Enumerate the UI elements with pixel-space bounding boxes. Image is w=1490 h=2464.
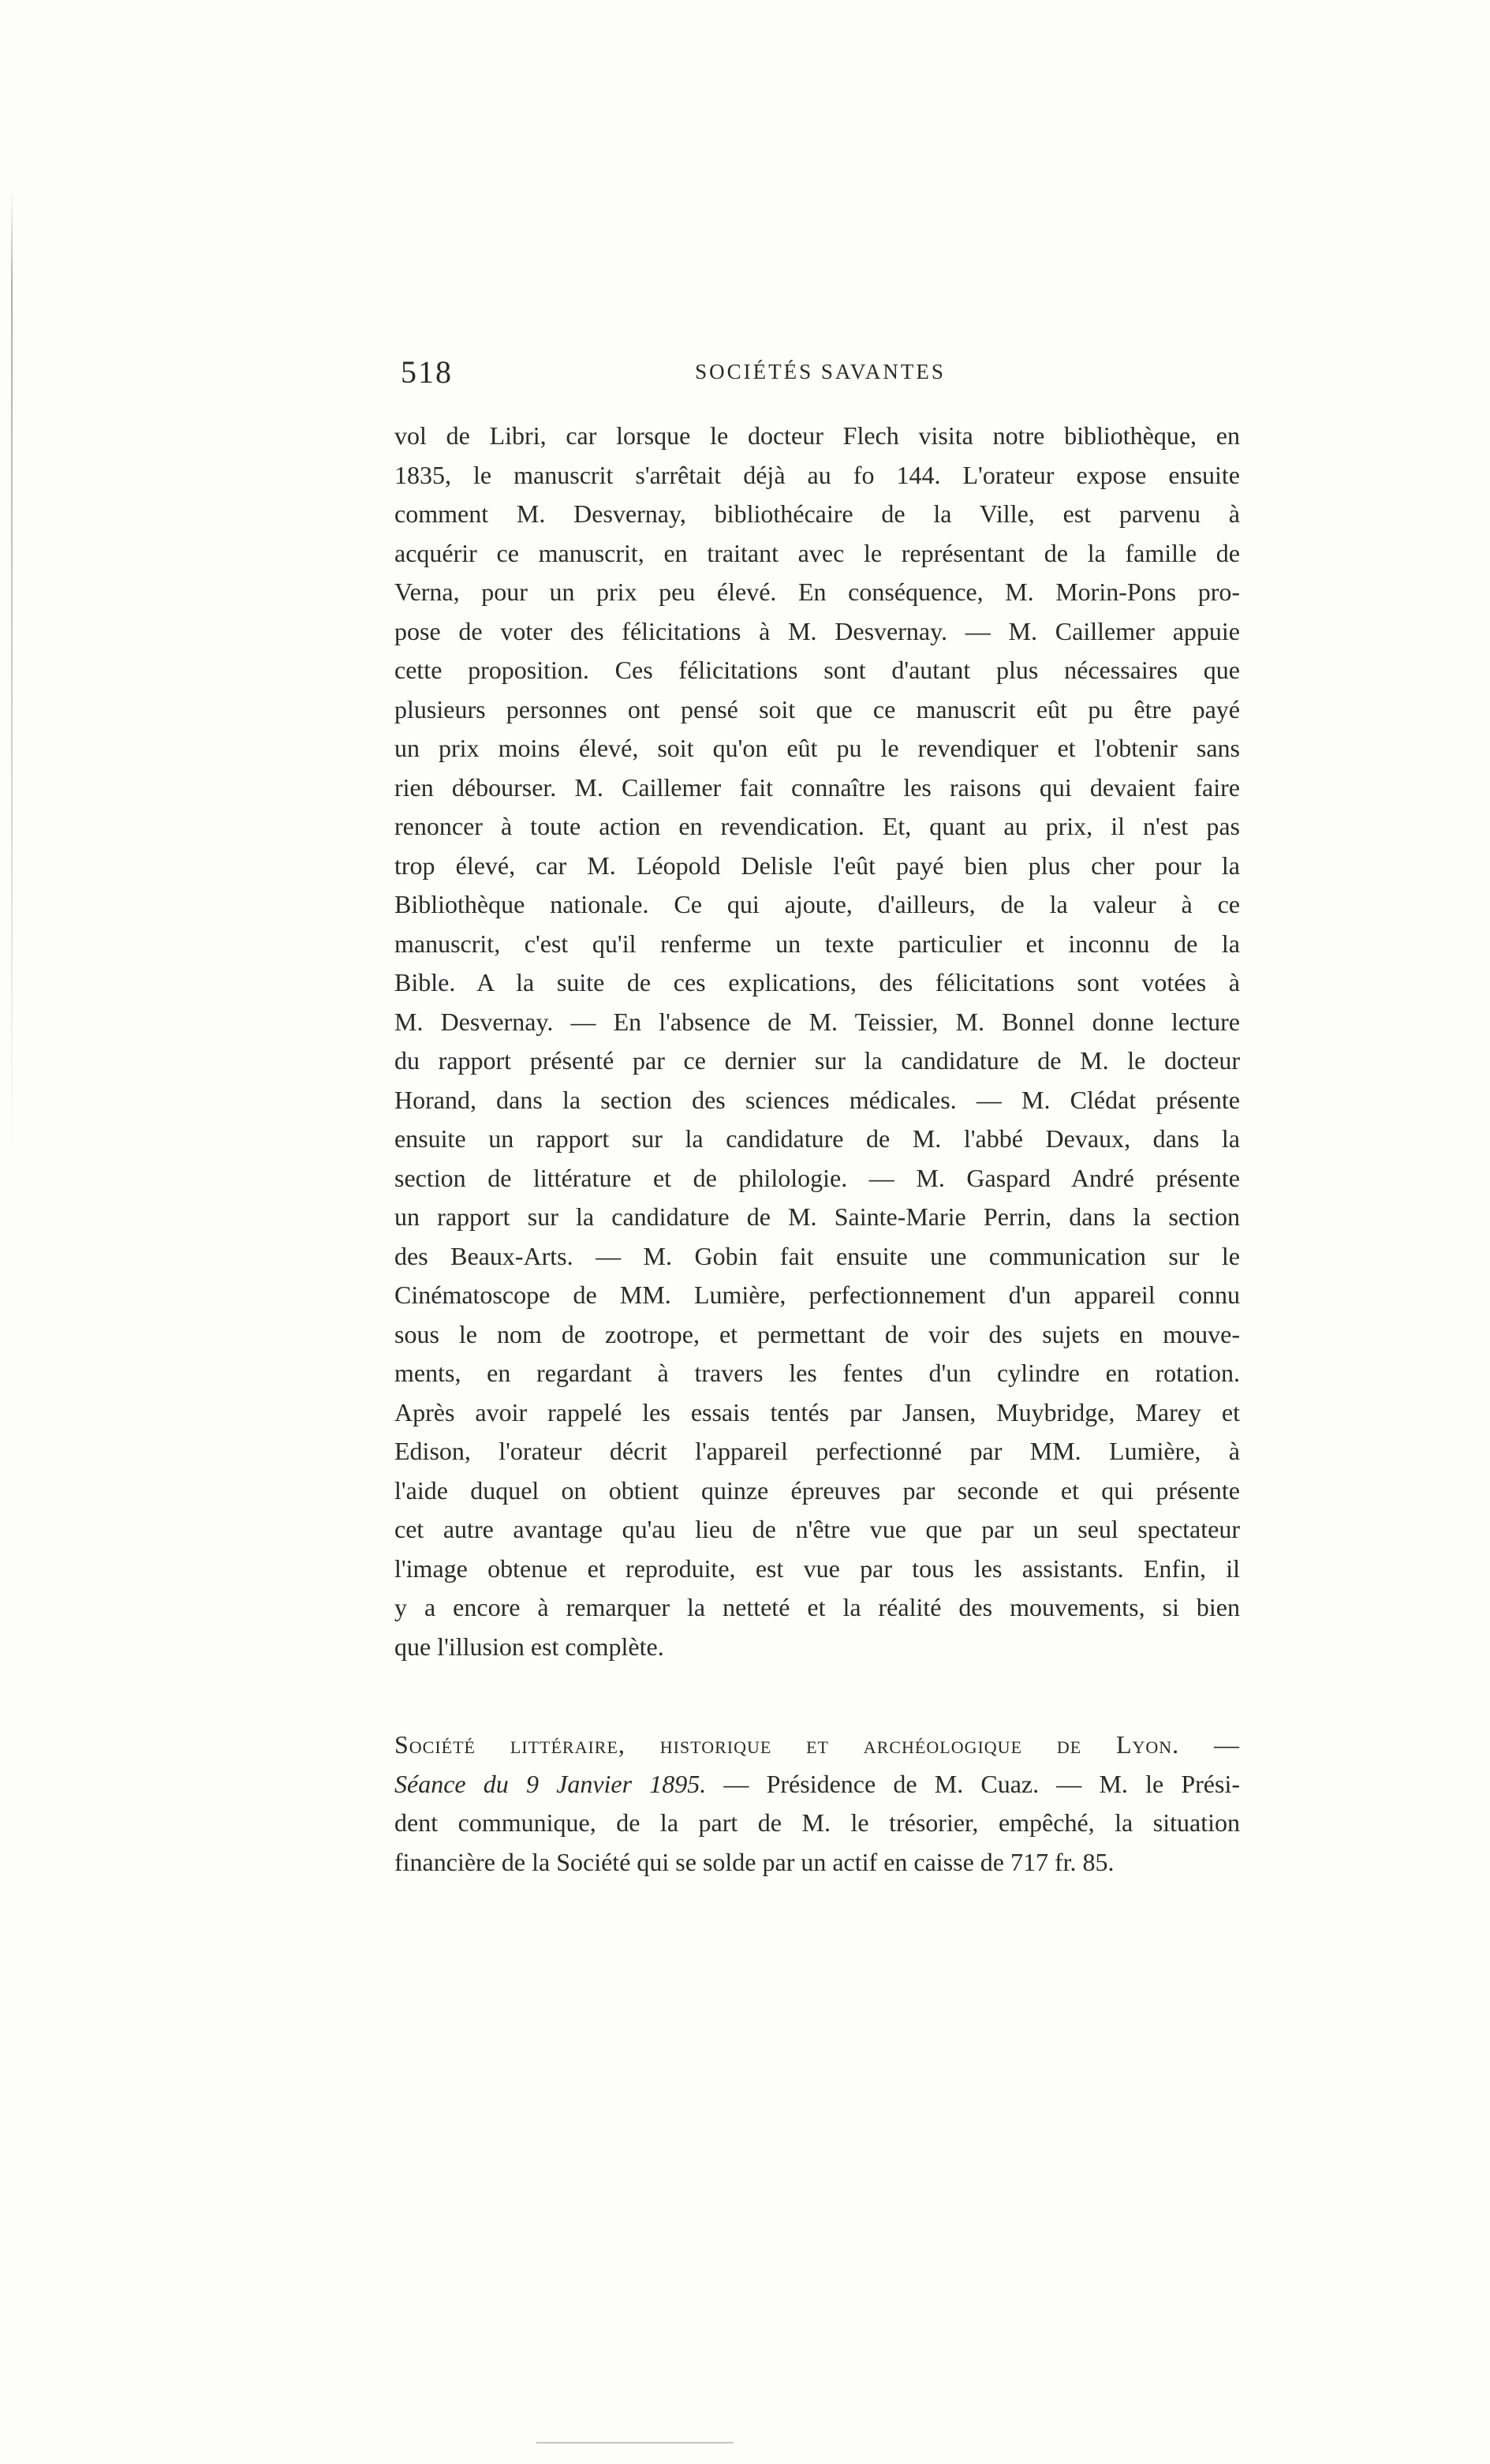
- text-line: vol de Libri, car lorsque le docteur Flech visita notre bibliothèque, en: [394, 421, 1240, 450]
- section-line: dent communique, de la part de M. le trésorier, empêché, la situation: [394, 1808, 1240, 1837]
- section-date-line: [394, 1765, 1240, 1804]
- text-line: comment M. Desvernay, bibliothécaire de la Ville, est parvenu à: [394, 499, 1240, 528]
- text-line: un rapport sur la candidature de M. Sainte-Marie Perrin, dans la section: [394, 1202, 1240, 1231]
- text-line: plusieurs personnes ont pensé soit que ce manuscrit eût pu être payé: [394, 694, 1240, 723]
- text-line: trop élevé, car M. Léopold Delisle l'eût payé bien plus cher pour la: [394, 851, 1240, 880]
- text-line: Verna, pour un prix peu élevé. En conséquence, M. Morin-Pons pro-: [394, 578, 1240, 606]
- body-paragraph: [394, 417, 1240, 1666]
- text-line: pose de voter des félicitations à M. Desvernay. — M. Caillemer appuie: [394, 616, 1240, 645]
- text-line: M. Desvernay. — En l'absence de M. Teissier, M. Bonnel donne lecture: [394, 1007, 1240, 1036]
- text-line: Edison, l'orateur décrit l'appareil perfectionné par MM. Lumière, à: [394, 1437, 1240, 1465]
- page-bottom-mark: [536, 2442, 734, 2443]
- text-line: cette proposition. Ces félicitations sont d'autant plus nécessaires que: [394, 656, 1240, 684]
- presidency-text: — Présidence de M. Cuaz. — M. le Prési-: [723, 1769, 1241, 1798]
- text-line: des Beaux-Arts. — M. Gobin fait ensuite une communication sur le: [394, 1241, 1240, 1270]
- text-line: un prix moins élevé, soit qu'on eût pu le revendiquer et l'obtenir sans: [394, 734, 1240, 762]
- text-line: ments, en regardant à travers les fentes d'un cylindre en rotation.: [394, 1359, 1240, 1387]
- text-line: ensuite un rapport sur la candidature de M. l'abbé Devaux, dans la: [394, 1124, 1240, 1153]
- text-line: Bibliothèque nationale. Ce qui ajoute, d'ailleurs, de la valeur à ce: [394, 890, 1240, 918]
- text-line: Après avoir rappelé les essais tentés par Jansen, Muybridge, Marey et: [394, 1397, 1240, 1426]
- text-line: renoncer à toute action en revendication. Et, quant au prix, il n'est pas: [394, 812, 1240, 840]
- text-line: l'aide duquel on obtient quinze épreuves par seconde et qui présente: [394, 1475, 1240, 1505]
- session-date: Séance du 9 Janvier 1895.: [394, 1769, 707, 1798]
- page-left-edge-shadow: [11, 189, 13, 1152]
- text-line: que l'illusion est complète.: [394, 1632, 664, 1661]
- text-line: 1835, le manuscrit s'arrêtait déjà au fo 144. L'orateur expose ensuite: [394, 460, 1240, 489]
- page-header: [394, 353, 1246, 401]
- running-title: SOCIÉTÉS SAVANTES: [695, 360, 946, 383]
- text-line: sous le nom de zootrope, et permettant de voir des sujets en mouve-: [394, 1319, 1240, 1348]
- text-line: manuscrit, c'est qu'il renferme un texte particulier et inconnu de la: [394, 929, 1240, 958]
- section-line: financière de la Société qui se solde par un actif en caisse de 717 fr. 85.: [394, 1847, 1115, 1876]
- text-line: Bible. A la suite de ces explications, des félicitations sont votées à: [394, 968, 1240, 996]
- section-heading-line: [394, 1726, 1240, 1765]
- section-heading: Société littéraire, historique et archéologique de Lyon. —: [394, 1730, 1240, 1759]
- society-section: [394, 1726, 1240, 1882]
- text-line: rien débourser. M. Caillemer fait connaître les raisons qui devaient faire: [394, 772, 1240, 802]
- text-line: Horand, dans la section des sciences médicales. — M. Clédat présente: [394, 1085, 1240, 1114]
- text-line: l'image obtenue et reproduite, est vue par tous les assistants. Enfin, il: [394, 1554, 1240, 1583]
- text-line: du rapport présenté par ce dernier sur la candidature de M. le docteur: [394, 1046, 1240, 1075]
- text-line: Cinématoscope de MM. Lumière, perfectionnement d'un appareil connu: [394, 1281, 1240, 1309]
- page-number: 518: [401, 354, 453, 390]
- text-line: cet autre avantage qu'au lieu de n'être vue que par un seul spectateur: [394, 1515, 1240, 1543]
- text-line: y a encore à remarquer la netteté et la réalité des mouvements, si bien: [394, 1593, 1240, 1621]
- text-line: section de littérature et de philologie. — M. Gaspard André présente: [394, 1163, 1240, 1192]
- text-line: acquérir ce manuscrit, en traitant avec le représentant de la famille de: [394, 538, 1240, 567]
